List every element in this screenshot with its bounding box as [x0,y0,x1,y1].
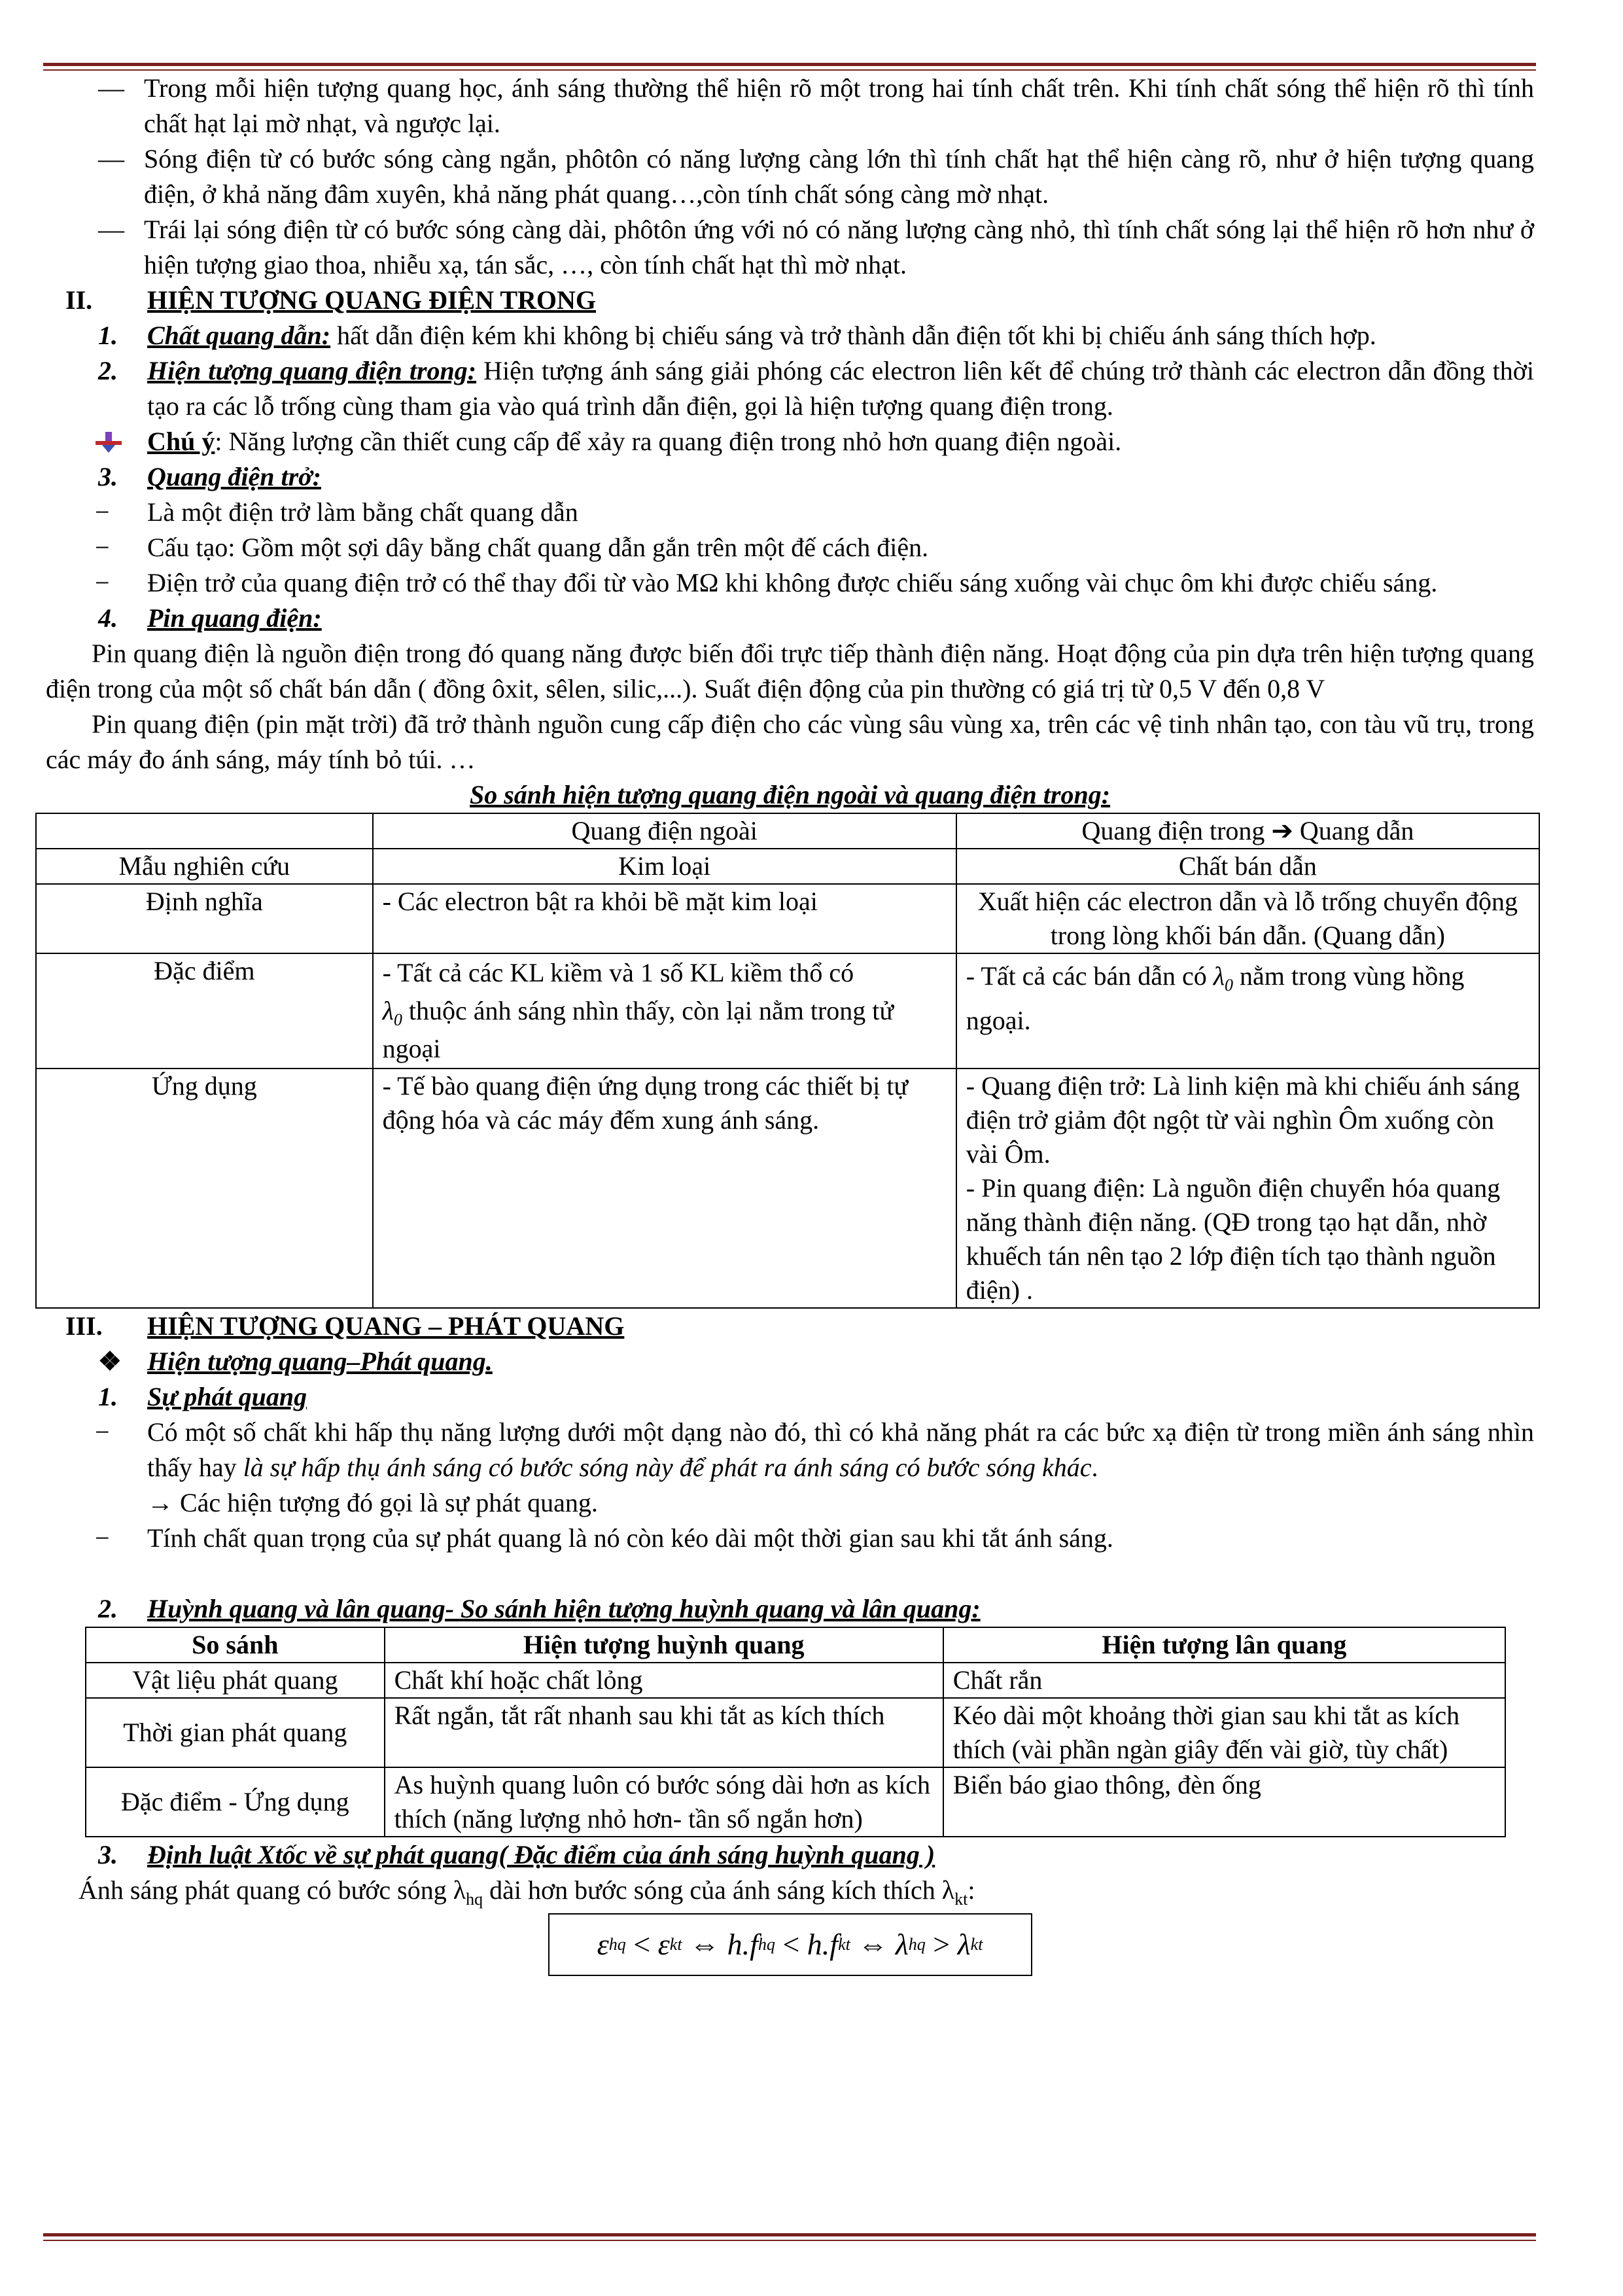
dash-bullet-icon: — [98,73,124,103]
arrow-right-icon: → [147,1488,173,1517]
paragraph: Pin quang điện là nguồn điện trong đó quang năng được biến đổi trực tiếp thành điện năng. Hoạt động của pin dựa trên hiện tượng quang điện trong của một số chất bán dẫn ( đồng ôxit, sêlen, silic,...). Suất điện động của pin thường có giá trị từ 0,5 V đến 0,8 V [46,639,1534,703]
list-item: — Sóng điện từ có bước sóng càng ngắn, phôtôn có năng lượng càng lớn thì tính chất hạt thể hiện càng rõ, như ở hiện tượng quang điện, ở khả năng đâm xuyên, khả năng phát quang…,còn tính chất sóng càng mờ nhạt. [46,141,1534,212]
numbered-item: 1. Sự phát quang [98,1382,307,1411]
table-cell: Chất bán dẫn [956,849,1539,884]
top-rule-thick [43,63,1536,66]
arrow-right-icon: ➔ [1271,816,1293,845]
table-header-cell: Hiện tượng lân quang [943,1627,1505,1663]
section-heading: III. HIỆN TƯỢNG QUANG – PHÁT QUANG [65,1311,625,1341]
list-item: — Trái lại sóng điện từ có bước sóng càng dài, phôtôn ứng với nó có năng lượng càng nhỏ, thì tính chất sóng lại thể hiện rõ hơn như ở hiện tượng giao thoa, nhiễu xạ, tán sắc, …, còn tính chất hạt thì mờ nhạt. [46,212,1534,283]
table-header-cell: Hiện tượng huỳnh quang [385,1627,943,1663]
minus-bullet-icon: − [95,1417,110,1447]
minus-bullet-icon: − [95,533,110,562]
table-row [36,884,1539,953]
list-item: − Có một số chất khi hấp thụ năng lượng dưới một dạng nào đó, thì có khả năng phát ra các bức xạ điện từ trong miền ánh sáng nhìn thấy hay là sự hấp thụ ánh sáng có bước sóng này để phát ra ánh sáng có bước sóng khác. → Các hiện tượng đó gọi là sự phát quang. [46,1415,1534,1521]
numbered-item: 1. Chất quang dẫn: hất dẫn điện kém khi không bị chiếu sáng và trở thành dẫn điện tốt khi bị chiếu ánh sáng thích hợp. [98,321,1376,350]
table-cell [36,813,373,849]
table-row-label: Đặc điểm - Ứng dụng [86,1767,385,1837]
paragraph: Ánh sáng phát quang có bước sóng $\lambda_{hq}$ dài hơn bước sóng của ánh sáng kích thích $\lambda_{kt}$: [79,1875,975,1909]
page-content [46,71,1534,1976]
arrow-down-bullet-icon [96,431,122,454]
table-cell: - Quang điện trở: Là linh kiện mà khi chiếu ánh sáng điện trở giảm đột ngột từ vài nghìn Ôm xuống còn vài Ôm. - Pin quang điện: Là nguồn điện chuyển hóa quang năng thành điện năng. (QĐ trong tạo hạt dẫn, nhờ khuếch tán nên tạo 2 lớp điện tích tạo thành nguồn điện) . [956,1069,1539,1308]
numbered-item: 2. Huỳnh quang và lân quang- So sánh hiện tượng huỳnh quang và lân quang: [98,1594,981,1623]
table-header-cell: So sánh [86,1627,385,1663]
table-cell: - Các electron bật ra khỏi bề mặt kim loại [373,884,956,953]
table-row [36,813,1539,849]
table-header-cell: Quang điện ngoài [373,813,956,849]
table-row-label: Thời gian phát quang [86,1698,385,1767]
table-row [36,953,1539,1069]
numbered-item: 4. Pin quang điện: [98,603,322,633]
table-row [36,849,1539,884]
table-cell: As huỳnh quang luôn có bước sóng dài hơn as kích thích (năng lượng nhỏ hơn- tần số ngắn hơn) [385,1767,943,1837]
table-row-label: Mẫu nghiên cứu [36,849,373,884]
list-item: − Điện trở của quang điện trở có thể thay đổi từ vào MΩ khi không được chiếu sáng xuống vài chục ôm khi được chiếu sáng. [46,565,1534,601]
lambda-symbol: $\lambda_0$ [1213,961,1234,995]
table-row [86,1627,1505,1663]
list-item: − Cấu tạo: Gồm một sợi dây bằng chất quang dẫn gắn trên một đế cách điện. [46,530,1534,565]
section-heading: II. HIỆN TƯỢNG QUANG ĐIỆN TRONG [65,285,597,315]
minus-bullet-icon: − [95,497,110,527]
subsection-heading: ❖ Hiện tượng quang–Phát quang. [46,1344,1534,1379]
list-item: — Trong mỗi hiện tượng quang học, ánh sáng thường thể hiện rõ một trong hai tính chất trên. Khi tính chất sóng thể hiện rõ thì tính chất hạt lại mờ nhạt, và ngược lại. [46,71,1534,141]
diamond-bullet-icon: ❖ [98,1347,122,1376]
table-cell: Kim loại [373,849,956,884]
paragraph: Pin quang điện (pin mặt trời) đã trở thành nguồn cung cấp điện cho các vùng sâu vùng xa, trên các vệ tinh nhân tạo, con tàu vũ trụ, trong các máy đo ánh sáng, máy tính bỏ túi. … [46,709,1534,774]
table-row-label: Vật liệu phát quang [86,1663,385,1698]
dash-bullet-icon: — [98,215,124,244]
table-cell: Chất rắn [943,1663,1505,1698]
comparison-table-luminescence [85,1627,1506,1837]
table-header-cell: Quang điện trong ➔ Quang dẫn [956,813,1539,849]
minus-bullet-icon: − [95,568,110,597]
list-item: − Là một điện trở làm bằng chất quang dẫn [46,495,1534,530]
table-cell: - Tế bào quang điện ứng dụng trong các thiết bị tự động hóa và các máy đếm xung ánh sáng. [373,1069,956,1308]
table-cell: Rất ngắn, tắt rất nhanh sau khi tắt as kích thích [385,1698,943,1767]
table-row [86,1698,1505,1767]
numbered-item: 3. Quang điện trở: [98,462,321,491]
numbered-item: 3. Định luật Xtốc về sự phát quang( Đặc điểm của ánh sáng huỳnh quang ) [98,1840,935,1869]
table-row [86,1767,1505,1837]
lambda-symbol: $\lambda_0$ [382,996,402,1029]
table-row [86,1663,1505,1698]
table-cell: Biển báo giao thông, đèn ống [943,1767,1505,1837]
bottom-rule-thick [43,2233,1536,2236]
dash-bullet-icon: — [98,144,124,173]
list-item: − Tính chất quan trọng của sự phát quang là nó còn kéo dài một thời gian sau khi tắt ánh sáng. [46,1521,1534,1556]
comparison-table-photoelectric [35,813,1540,1309]
table-row-label: Định nghĩa [36,884,373,953]
bottom-rule-thin [43,2240,1536,2241]
table-cell: Xuất hiện các electron dẫn và lỗ trống chuyển động trong lòng khối bán dẫn. (Quang dẫn) [956,884,1539,953]
table-caption: So sánh hiện tượng quang điện ngoài và quang điện trong: [469,780,1111,809]
numbered-item: 2. Hiện tượng quang điện trong: Hiện tượng ánh sáng giải phóng các electron liên kết để chúng trở thành các electron dẫn đồng thời tạo ra các lỗ trống cùng tham gia vào quá trình dẫn điện, gọi là hiện tượng quang điện trong. [98,356,1534,421]
table-cell: - Tất cả các bán dẫn có $\lambda_0$ nằm trong vùng hồng ngoại. [956,953,1539,1069]
table-cell: Chất khí hoặc chất lỏng [385,1663,943,1698]
spacer [46,1556,1534,1591]
table-row-label: Đặc điểm [36,953,373,1069]
minus-bullet-icon: − [95,1523,110,1553]
table-row-label: Ứng dụng [36,1069,373,1308]
stokes-law-formula: ε hq < ε kt ⇔ h.f hq < h.f kt ⇔ λ hq > λ kt [548,1913,1032,1976]
note-item: Chú ý: Năng lượng cần thiết cung cấp để xảy ra quang điện trong nhỏ hơn quang điện ngoài. [46,424,1534,459]
table-row [36,1069,1539,1308]
table-cell: Kéo dài một khoảng thời gian sau khi tắt as kích thích (vài phần ngàn giây đến vài giờ, tùy chất) [943,1698,1505,1767]
table-cell: - Tất cả các KL kiềm và 1 số KL kiềm thổ có $\lambda_0$ thuộc ánh sáng nhìn thấy, còn lại nằm trong tử ngoại [373,953,956,1069]
